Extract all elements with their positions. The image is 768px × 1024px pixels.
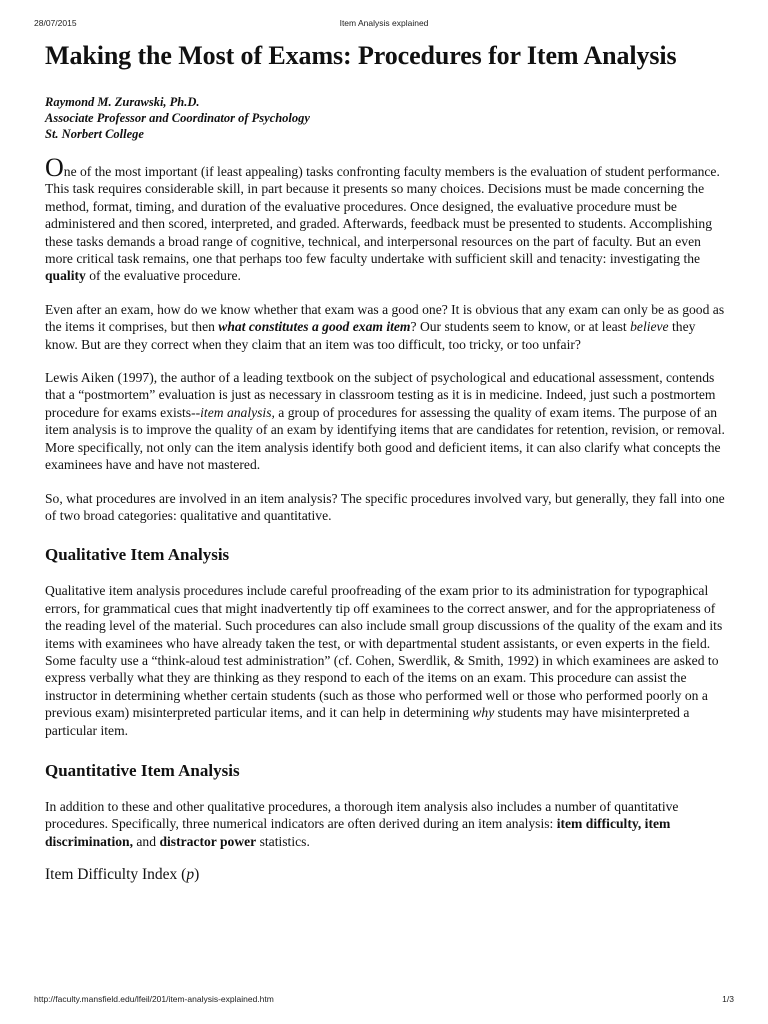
- page-number: 1/3: [722, 994, 734, 1004]
- term-bold: distractor power: [159, 833, 257, 849]
- author-role: Associate Professor and Coordinator of Psychology: [45, 111, 310, 125]
- paragraph-text: a group of procedures for assessing the quality of exam items. The purpose of an item analysis is to improve the quality of an exam by identifying items that are candidates for retention, revision, or removal. More specifically, not only can the item analysis identify both good and deficient items, it can also clarify what concepts the examinees have and have not mastered.: [45, 404, 725, 473]
- paragraph-text: Lewis Aiken (1997), the author of a leading textbook on the subject of psychological and educational assessment, contends that a “postmortem” evaluation is just as necessary in classroom testing as it is in medicine. Indeed, just such a postmortem procedure for exams exists--: [45, 370, 716, 420]
- intro-emphasis: quality: [45, 268, 86, 284]
- heading-qualitative: Qualitative Item Analysis: [45, 545, 230, 565]
- author-block: [45, 94, 725, 142]
- print-footer: [0, 994, 768, 1006]
- paragraph-procedures: So, what procedures are involved in an item analysis? The specific procedures involved vary, but generally, they fall into one of two broad categories: qualitative and quantitative.: [45, 490, 725, 523]
- paragraph-qualitative: [45, 582, 725, 739]
- print-header: [0, 18, 768, 30]
- paragraph-text: In addition to these and other qualitative procedures, a thorough item analysis also includes a number of quantitative procedures. Specifically, three numerical indicators are often derived during an item analysis:: [45, 798, 679, 832]
- intro-text: ne of the most important (if least appealing) tasks confronting faculty members is the evaluation of student performance. This task requires considerable skill, in part because it presents so many choices. Decisions must be made concerning the method, format, timing, and duration of the evaluative procedures. Once designed, the evaluative procedure must be administered and then scored, interpreted, and graded. Afterwards, feedback must be presented to students. Accomplishing these tasks demands a broad range of cognitive, technical, and interpersonal resources on the part of faculty. But an even more critical task remains, one that perhaps too few faculty undertake with sufficient skill and tenacity: investigating the: [45, 164, 720, 267]
- paragraph-text: Even after an exam, how do we know whether that exam was a good one? It is obvious that any exam can only be as good as the items it comprises, but then: [45, 301, 725, 335]
- paragraph-text: statistics.: [256, 833, 310, 849]
- intro-paragraph: [45, 153, 725, 285]
- dropcap-letter: O: [45, 153, 64, 182]
- heading-text: ): [194, 866, 200, 884]
- term-bold: item difficulty, item discrimination,: [45, 816, 671, 849]
- paragraph-text: they know. But are they correct when they claim that an item was too difficult, too tricky, or too unfair?: [45, 319, 696, 352]
- paragraph-postmortem: [45, 369, 725, 473]
- page-title: Making the Most of Exams: Procedures for Item Analysis: [45, 41, 677, 70]
- intro-tail: of the evaluative procedure.: [85, 268, 241, 284]
- paragraph-quantitative: [45, 798, 725, 850]
- print-date: 28/07/2015: [34, 18, 77, 28]
- paragraph-exam-quality: [45, 301, 725, 353]
- paragraph-text: and: [133, 833, 160, 849]
- paragraph-text: Qualitative item analysis procedures include careful proofreading of the exam prior to its administration for typographical errors, for grammatical cues that might inadvertently tip off examinees to the correct answer, and for the appropriateness of the reading level of the material. Such procedures can also include small group discussions of the quality of the exam and its items with examinees who have already taken the test, or with departmental student assistants, or even experts in the field. Some faculty use a “think-aloud test administration” (cf. Cohen, Swerdlik, & Smith, 1992) in which examinees are asked to express verbally what they are thinking as they respond to each of the items on an exam. This procedure can assist the instructor in determining whether certain students (such as those who performed well or those who performed poorly on a previous exam) misinterpreted particular items, and it can help in determining: [45, 583, 723, 721]
- paragraph-text: students may have misinterpreted a particular item.: [45, 705, 690, 738]
- paragraph-text: ? Our students seem to know, or at least: [410, 319, 631, 335]
- heading-text: Item Difficulty Index (: [45, 866, 187, 884]
- page-url: http://faculty.mansfield.edu/lfeil/201/item-analysis-explained.htm: [34, 994, 274, 1004]
- paragraph-emphasis: what constitutes a good exam item: [218, 319, 411, 335]
- p-symbol: p: [186, 866, 195, 884]
- paragraph-emphasis: why: [472, 705, 495, 721]
- print-page-title: Item Analysis explained: [339, 18, 429, 28]
- document-body: [45, 36, 725, 885]
- paragraph-emphasis: item analysis,: [200, 404, 275, 420]
- heading-item-difficulty: [45, 865, 725, 885]
- heading-quantitative: Quantitative Item Analysis: [45, 760, 240, 780]
- author-name: Raymond M. Zurawski, Ph.D.: [45, 95, 200, 109]
- author-institution: St. Norbert College: [45, 127, 144, 141]
- paragraph-emphasis: believe: [630, 319, 669, 335]
